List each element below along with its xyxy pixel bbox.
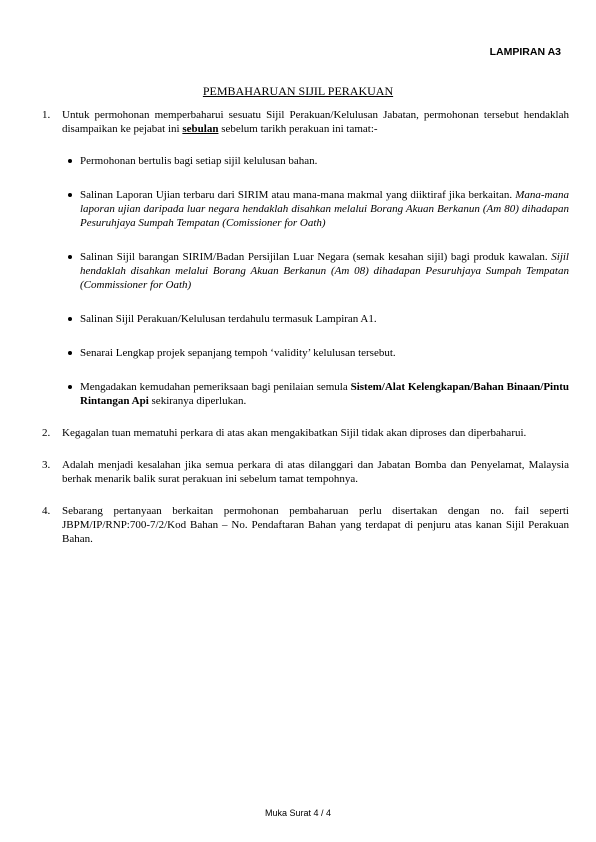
appendix-label: LAMPIRAN A3 bbox=[489, 46, 561, 58]
list-item-1 bbox=[42, 108, 569, 408]
item-number: 1. bbox=[42, 109, 51, 121]
item-text: Sebarang pertanyaan berkaitan permohonan pembaharuan perlu disertakan dengan no. fail seperti JBPM/IP/RNP:700-7/2/Kod Bahan – No. Pendaftaran Bahan yang terdapat di penjuru atas kanan Sijil Perakuan Bahan. bbox=[62, 505, 569, 545]
item-text: Adalah menjadi kesalahan jika semua perkara di atas dilanggari dan Jabatan Bomba dan Penyelamat, Malaysia berhak menarik balik surat perakuan ini sebelum tamat tempohnya. bbox=[62, 459, 569, 485]
document-body bbox=[42, 108, 569, 564]
bullet-item bbox=[62, 380, 569, 408]
bullet-bold: Sistem/Alat Kelengkapan/Bahan Binaan/Pintu Rintangan Api bbox=[80, 381, 570, 407]
bullet-item bbox=[62, 188, 569, 230]
list-item-2 bbox=[42, 426, 569, 440]
requirement-list bbox=[62, 154, 569, 408]
emphasis-sebulan: sebulan bbox=[182, 123, 219, 135]
item-text bbox=[62, 108, 569, 136]
bullet-icon bbox=[68, 255, 72, 259]
list-item-4 bbox=[42, 504, 569, 546]
bullet-item bbox=[62, 312, 569, 326]
item-number: 4. bbox=[42, 505, 51, 517]
bullet-item bbox=[62, 250, 569, 292]
item-number: 2. bbox=[42, 427, 51, 439]
item-text-before: Untuk permohonan memperbaharui sesuatu Sijil Perakuan/Kelulusan Jabatan, permohonan tersebut hendaklah disampaikan ke pejabat ini bbox=[62, 109, 569, 135]
bullet-text: Salinan Laporan Ujian terbaru dari SIRIM atau mana-mana makmal yang diiktiraf jika berkaitan. bbox=[80, 189, 516, 201]
bullet-text: Salinan Sijil Perakuan/Kelulusan terdahulu termasuk Lampiran A1. bbox=[80, 313, 377, 325]
bullet-text: Mengadakan kemudahan pemeriksaan bagi penilaian semula bbox=[80, 381, 351, 393]
item-text: Kegagalan tuan mematuhi perkara di atas akan mengakibatkan Sijil tidak akan diproses dan diperbaharui. bbox=[62, 427, 527, 439]
bullet-text: Permohonan bertulis bagi setiap sijil kelulusan bahan. bbox=[80, 155, 318, 167]
page-number: Muka Surat 4 / 4 bbox=[264, 808, 332, 818]
document-title: PEMBAHARUAN SIJIL PERAKUAN bbox=[202, 84, 394, 98]
item-number: 3. bbox=[42, 459, 51, 471]
bullet-icon bbox=[68, 159, 72, 163]
bullet-note: Sijil hendaklah disahkan melalui Borang Akuan Berkanun (Am 08) dihadapan Pesuruhjaya Sumpah Tempatan (Commissioner for Oath) bbox=[80, 251, 569, 291]
bullet-text-after: sekiranya diperlukan. bbox=[148, 395, 247, 407]
bullet-item bbox=[62, 346, 569, 360]
bullet-text: Salinan Sijil barangan SIRIM/Badan Persijilan Luar Negara (semak kesahan sijil) bagi produk kawalan. bbox=[80, 251, 552, 263]
item-text-after: sebelum tarikh perakuan ini tamat:- bbox=[218, 123, 378, 135]
list-item-3 bbox=[42, 458, 569, 486]
bullet-icon bbox=[68, 351, 72, 355]
bullet-text: Senarai Lengkap projek sepanjang tempoh ‘validity’ kelulusan tersebut. bbox=[80, 347, 396, 359]
bullet-icon bbox=[68, 317, 72, 321]
bullet-note: Mana-mana laporan ujian daripada luar negara hendaklah disahkan melalui Borang Akuan Berkanun (Am 80) dihadapan Pesuruhjaya Sumpah Tempatan (Comissioner for Oath) bbox=[80, 189, 569, 229]
bullet-icon bbox=[68, 385, 72, 389]
bullet-item bbox=[62, 154, 569, 168]
bullet-icon bbox=[68, 193, 72, 197]
